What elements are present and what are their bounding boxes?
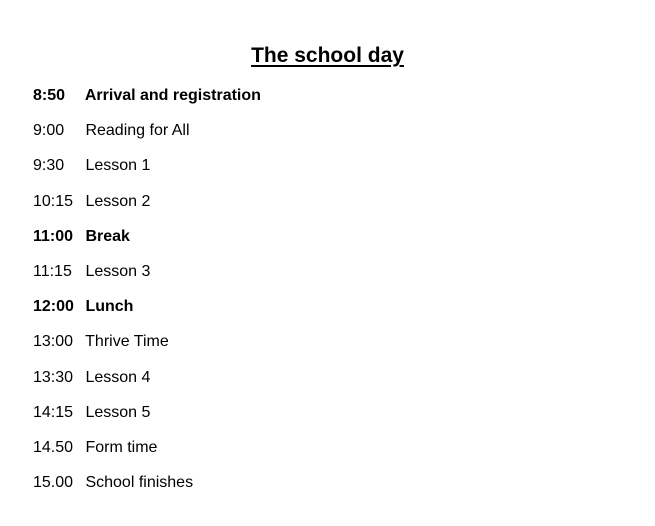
schedule-item xyxy=(33,155,261,190)
schedule-time: 13:00 xyxy=(33,333,74,351)
schedule-item xyxy=(33,472,261,507)
schedule-time: 11:00 xyxy=(33,227,74,245)
schedule-item xyxy=(33,120,261,155)
schedule-activity: Break xyxy=(85,227,130,245)
schedule-activity: Lesson 3 xyxy=(85,262,151,280)
schedule-item xyxy=(33,402,261,437)
schedule-activity: Thrive Time xyxy=(85,333,169,351)
schedule-list xyxy=(33,85,261,507)
schedule-activity: Reading for All xyxy=(85,122,190,140)
schedule-activity: Lesson 1 xyxy=(85,157,151,175)
schedule-activity: Arrival and registration xyxy=(84,87,261,104)
schedule-activity: Lunch xyxy=(85,298,134,316)
schedule-time: 15.00 xyxy=(33,474,74,492)
schedule-activity: Form time xyxy=(85,438,158,456)
schedule-time: 9:00 xyxy=(33,122,65,140)
schedule-time: 14.50 xyxy=(33,438,74,456)
schedule-time: 11:15 xyxy=(33,262,72,280)
schedule-time: 9:30 xyxy=(33,157,65,175)
schedule-item xyxy=(33,226,261,261)
schedule-item xyxy=(33,296,261,331)
schedule-item xyxy=(33,331,261,366)
schedule-time: 14:15 xyxy=(33,403,74,421)
schedule-item xyxy=(33,437,261,472)
schedule-time: 12:00 xyxy=(33,298,74,316)
schedule-time: 13:30 xyxy=(33,368,74,386)
page-title: The school day xyxy=(251,44,404,67)
schedule-time: 8:50 xyxy=(33,87,66,104)
schedule-activity: Lesson 4 xyxy=(85,368,151,386)
schedule-activity: School finishes xyxy=(85,474,194,492)
schedule-activity: Lesson 5 xyxy=(85,403,151,421)
schedule-time: 10:15 xyxy=(33,192,74,210)
schedule-item xyxy=(33,85,261,120)
schedule-item xyxy=(33,261,261,296)
schedule-item xyxy=(33,191,261,226)
schedule-activity: Lesson 2 xyxy=(85,192,151,210)
schedule-item xyxy=(33,367,261,402)
